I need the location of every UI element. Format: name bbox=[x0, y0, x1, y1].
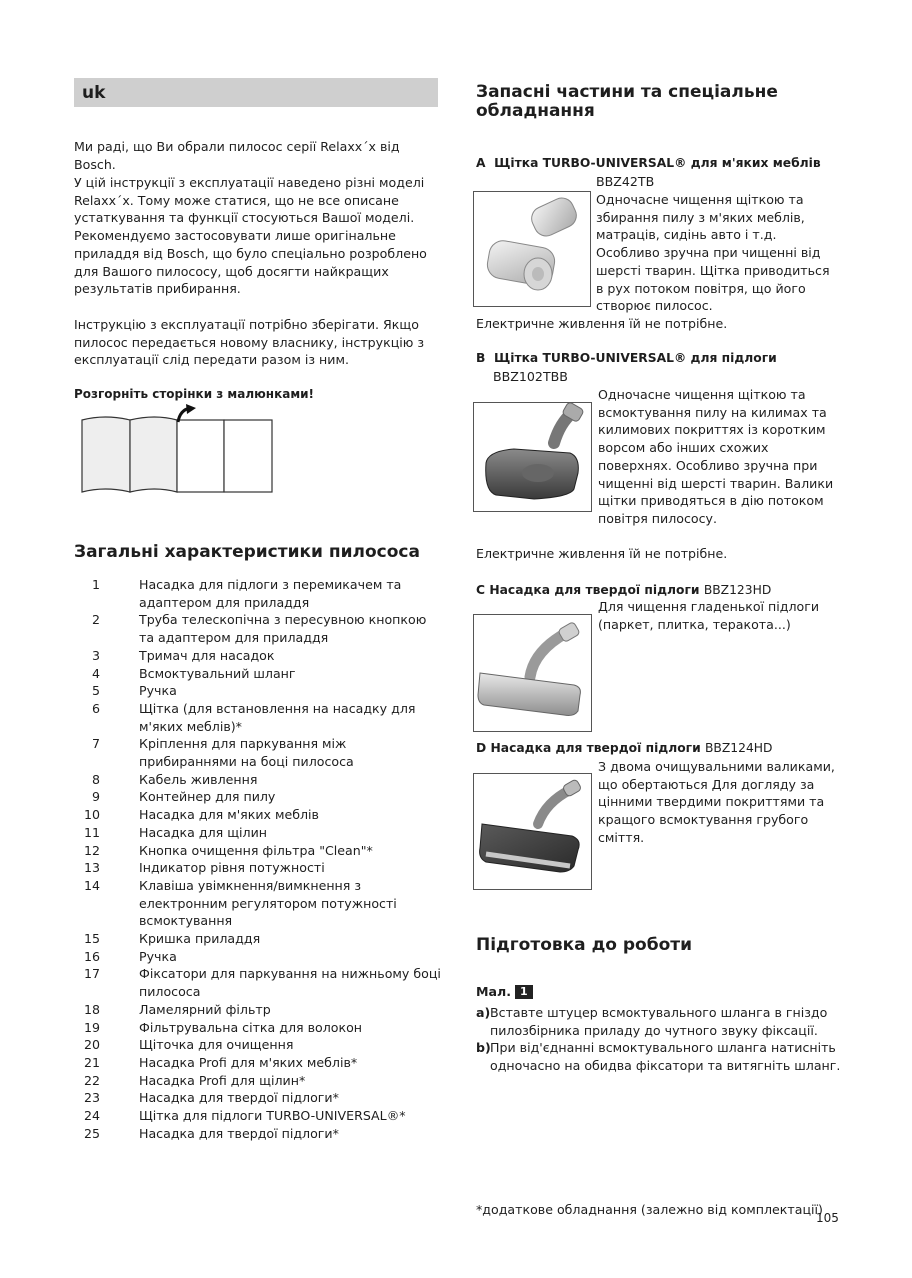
feature-number: 19 bbox=[83, 1019, 100, 1035]
language-code: uk bbox=[82, 83, 106, 103]
step-b bbox=[476, 1039, 846, 1074]
feature-item bbox=[74, 859, 444, 877]
feature-text: Щітка (для встановлення на насадку для м'яких меблів)* bbox=[139, 700, 416, 734]
unfold-pages-illustration bbox=[80, 404, 276, 496]
feature-item bbox=[74, 1089, 444, 1107]
feature-text: Насадка для підлоги з перемикачем та адаптером для приладдя bbox=[139, 577, 402, 610]
feature-number: 15 bbox=[83, 931, 100, 947]
part-d-photo bbox=[473, 773, 592, 890]
feature-text: Кабель живлення bbox=[139, 771, 258, 787]
language-bar bbox=[74, 78, 438, 107]
feature-item bbox=[74, 665, 444, 683]
part-a-title: Щітка TURBO-UNIVERSAL® для м'яких меблів bbox=[494, 156, 821, 170]
feature-item bbox=[74, 647, 444, 665]
prep-title: Підготовка до роботи bbox=[476, 935, 693, 955]
feature-item bbox=[74, 576, 444, 611]
feature-item bbox=[74, 788, 444, 806]
feature-item bbox=[74, 700, 444, 735]
intro-paragraph-1: Ми раді, що Ви обрали пилосос серії Relaxx´x від Bosch. bbox=[74, 139, 400, 172]
step-b-text: При від'єднанні всмоктувального шланга натисніть одночасно на обидва фіксатори та витягніть шланг. bbox=[490, 1040, 841, 1073]
feature-number: 4 bbox=[91, 665, 100, 681]
figure-reference bbox=[476, 984, 533, 999]
feature-number: 11 bbox=[83, 824, 100, 840]
features-title: Загальні характеристики пилососа bbox=[74, 542, 420, 562]
page-number: 105 bbox=[816, 1211, 839, 1225]
feature-text: Насадка Profi для м'яких меблів* bbox=[139, 1054, 358, 1070]
feature-item bbox=[74, 930, 444, 948]
figure-label: Мал. bbox=[476, 984, 512, 999]
part-c-description: Для чищення гладенької підлоги (паркет, плитка, теракота...) bbox=[598, 599, 820, 632]
part-a-code: BBZ42TB bbox=[596, 174, 655, 189]
step-b-label: b) bbox=[476, 1040, 491, 1055]
feature-text: Кришка приладдя bbox=[139, 931, 261, 947]
part-b-code: BBZ102TBB bbox=[493, 369, 568, 384]
part-c-photo bbox=[473, 614, 592, 732]
feature-text: Труба телескопічна з пересувною кнопкою та адаптером для приладдя bbox=[139, 612, 427, 646]
feature-item bbox=[74, 842, 444, 860]
footnote: *додаткове обладнання (залежно від комплектації) bbox=[476, 1202, 823, 1217]
feature-number: 23 bbox=[83, 1090, 100, 1106]
intro-paragraph-2: У цій інструкції з експлуатації наведено різні моделі Relaxx´x. Тому може статися, що не все описане устаткування та функції стосуються Вашої моделі. Рекомендуємо застосовувати лише оригінальне приладдя від Bosch, що було спеціально розроблено для Вашого пилососу, щоб досягти найкращих результатів прибирання. bbox=[74, 175, 427, 297]
feature-text: Контейнер для пилу bbox=[139, 789, 276, 805]
step-a-text: Вставте штуцер всмоктувального шланга в гніздо пилозбірника приладу до чутного звуку фіксації. bbox=[490, 1005, 828, 1038]
part-b-photo bbox=[473, 402, 592, 512]
feature-text: Щітка для підлоги TURBO-UNIVERSAL®* bbox=[139, 1108, 406, 1124]
feature-item bbox=[74, 877, 444, 930]
feature-text: Ручка bbox=[139, 683, 177, 699]
feature-item bbox=[74, 806, 444, 824]
feature-text: Насадка Profi для щілин* bbox=[139, 1072, 306, 1088]
feature-item bbox=[74, 735, 444, 770]
feature-item bbox=[74, 771, 444, 789]
feature-item bbox=[74, 948, 444, 966]
feature-text: Тримач для насадок bbox=[139, 647, 275, 663]
part-d-code: BBZ124HD bbox=[705, 741, 773, 755]
part-d-description: З двома очищувальними валиками, що обертаються Для догляду за цінними твердими покриттями та кращого всмоктування грубого сміття. bbox=[598, 759, 835, 845]
part-c-heading: C Насадка для твердої підлоги BBZ123HD bbox=[476, 583, 772, 597]
feature-number: 22 bbox=[83, 1072, 100, 1088]
feature-number: 16 bbox=[83, 948, 100, 964]
feature-text: Кнопка очищення фільтра "Clean"* bbox=[139, 842, 373, 858]
feature-item bbox=[74, 965, 444, 1000]
part-a-note: Електричне живлення їй не потрібне. bbox=[476, 316, 728, 331]
part-a-heading: A Щітка TURBO-UNIVERSAL® для м'яких меблів bbox=[476, 156, 821, 170]
feature-item bbox=[74, 1001, 444, 1019]
feature-item bbox=[74, 611, 444, 646]
feature-text: Індикатор рівня потужності bbox=[139, 860, 325, 876]
feature-text: Ручка bbox=[139, 948, 177, 964]
part-a-description: Одночасне чищення щіткою та збирання пилу з м'яких меблів, матраців, сидінь авто і т.д. Особливо зручна при чищенні від шерсті тварин. Щітка приводиться в рух потоком повітря, що його створює пилосос. bbox=[596, 192, 830, 314]
curved-arrow-icon bbox=[178, 404, 196, 422]
unfold-note: Розгорніть сторінки з малюнками! bbox=[74, 387, 315, 401]
part-b-description: Одночасне чищення щіткою та всмоктування пилу на килимах та килимових покриттях із коротким ворсом або інших схожих поверхнях. Особливо зручна при чищенні від шерсті тварин. Валики щітки приводяться в дію потоком повітря пилососу. bbox=[598, 387, 834, 526]
part-b-note: Електричне живлення їй не потрібне. bbox=[476, 546, 728, 561]
feature-text: Насадка для щілин bbox=[139, 824, 268, 840]
feature-number: 14 bbox=[83, 877, 100, 893]
feature-item bbox=[74, 1072, 444, 1090]
feature-item bbox=[74, 1036, 444, 1054]
features-list bbox=[74, 576, 444, 1143]
feature-number: 1 bbox=[91, 577, 100, 592]
part-d-heading: D Насадка для твердої підлоги BBZ124HD bbox=[476, 741, 773, 755]
part-b-heading: B Щітка TURBO-UNIVERSAL® для підлоги bbox=[476, 351, 777, 365]
feature-item bbox=[74, 1054, 444, 1072]
feature-number: 21 bbox=[83, 1054, 100, 1070]
feature-number: 5 bbox=[91, 683, 100, 699]
parts-title: Запасні частини та спеціальне обладнання bbox=[476, 82, 778, 121]
part-d-title: Насадка для твердої підлоги bbox=[490, 741, 701, 755]
feature-text: Насадка для твердої підлоги* bbox=[139, 1125, 339, 1141]
feature-number: 18 bbox=[83, 1001, 100, 1017]
step-a bbox=[476, 1004, 846, 1039]
intro-paragraph-3: Інструкцію з експлуатації потрібно зберігати. Якщо пилосос передається новому власнику, інструкцію з експлуатації слід передати разом із ним. bbox=[74, 317, 425, 368]
feature-text: Клавіша увімкнення/вимкнення з електронним регулятором потужності всмоктування bbox=[139, 877, 397, 929]
feature-item bbox=[74, 682, 444, 700]
feature-number: 9 bbox=[91, 789, 100, 805]
part-a-photo bbox=[473, 191, 591, 307]
feature-text: Фіксатори для паркування на нижньому боці пилососа bbox=[139, 966, 441, 1000]
part-c-code: BBZ123HD bbox=[703, 583, 772, 597]
feature-number: 10 bbox=[83, 807, 100, 823]
feature-text: Ламелярний фільтр bbox=[139, 1001, 271, 1017]
feature-number: 6 bbox=[91, 700, 100, 716]
figure-number-badge: 1 bbox=[515, 985, 533, 999]
feature-number: 24 bbox=[83, 1108, 100, 1124]
feature-text: Всмоктувальний шланг bbox=[139, 665, 296, 681]
feature-number: 17 bbox=[83, 966, 100, 982]
part-b-title: Щітка TURBO-UNIVERSAL® для підлоги bbox=[493, 351, 777, 365]
step-a-label: a) bbox=[476, 1005, 491, 1020]
feature-number: 25 bbox=[83, 1125, 100, 1141]
feature-number: 3 bbox=[91, 647, 100, 663]
feature-item bbox=[74, 1125, 444, 1143]
feature-item bbox=[74, 1107, 444, 1125]
feature-number: 13 bbox=[83, 860, 100, 876]
feature-text: Насадка для м'яких меблів bbox=[139, 807, 319, 823]
feature-text: Фільтрувальна сітка для волокон bbox=[139, 1019, 363, 1035]
feature-number: 2 bbox=[91, 612, 100, 628]
feature-number: 12 bbox=[83, 842, 100, 858]
feature-text: Кріплення для паркування між прибираннями на боці пилососа bbox=[139, 736, 354, 770]
feature-number: 7 bbox=[91, 736, 100, 752]
part-c-title: Насадка для твердої підлоги bbox=[489, 583, 700, 597]
feature-text: Насадка для твердої підлоги* bbox=[139, 1090, 339, 1106]
feature-item bbox=[74, 1019, 444, 1037]
feature-number: 20 bbox=[83, 1037, 100, 1053]
feature-item bbox=[74, 824, 444, 842]
feature-number: 8 bbox=[91, 771, 100, 787]
feature-text: Щіточка для очищення bbox=[139, 1037, 294, 1053]
